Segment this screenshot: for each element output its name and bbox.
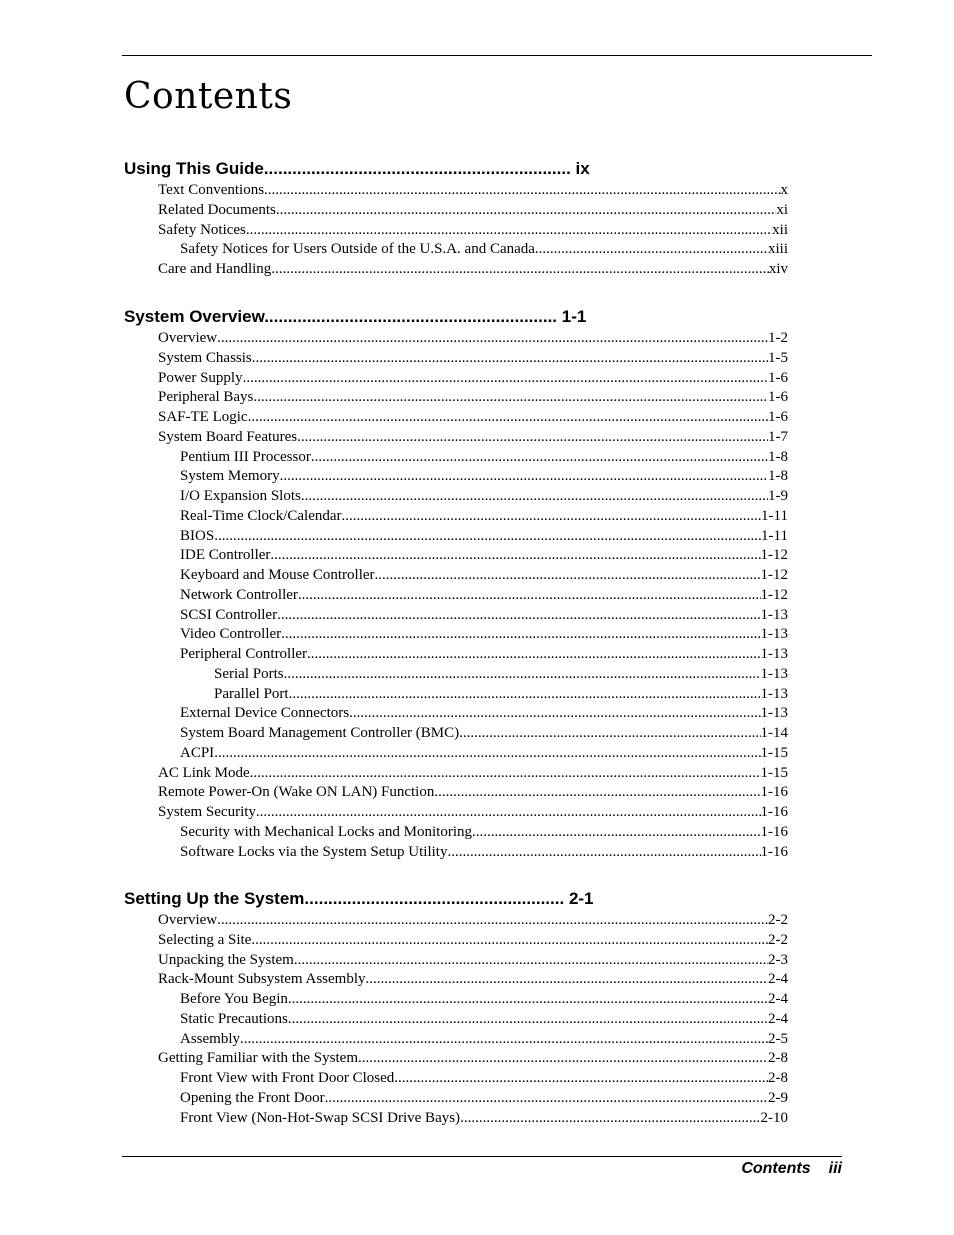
- toc-entry-title: Keyboard and Mouse Controller: [180, 567, 375, 583]
- toc-entry-page: 2-9: [768, 1089, 788, 1106]
- toc-entry-page: 1-16: [760, 843, 788, 860]
- toc-entry-page: 1-13: [760, 646, 788, 662]
- toc-entry-page: 2-10: [760, 1109, 788, 1126]
- toc-entry-title: Front View (Non-Hot-Swap SCSI Drive Bays): [180, 1109, 461, 1126]
- toc-entry-title: SAF-TE Logic: [158, 409, 248, 425]
- toc-entry-page: 2-4: [768, 1010, 788, 1027]
- toc-entry-page: 2-8: [768, 1050, 788, 1067]
- toc-entry[interactable]: [158, 387, 788, 407]
- toc-leader-dots: [214, 526, 761, 546]
- toc-entry[interactable]: [180, 466, 788, 486]
- toc-leader-dots: [276, 200, 776, 220]
- toc-entry-page: 1-12: [760, 567, 788, 583]
- toc-entry-page: 1-7: [768, 428, 788, 445]
- toc-entry-title: Unpacking the System: [158, 951, 294, 968]
- toc-leader-dots: [252, 348, 768, 368]
- toc-entry-title: Rack-Mount Subsystem Assembly: [158, 971, 366, 988]
- page-title: Contents: [124, 76, 293, 117]
- toc-entry-title: Power Supply: [158, 369, 243, 386]
- toc-entry-title: Static Precautions: [180, 1010, 288, 1027]
- toc-entry[interactable]: [158, 220, 788, 240]
- toc-leader-dots: [264, 180, 780, 200]
- toc-entry[interactable]: [180, 545, 788, 565]
- toc-entry-page: 1-14: [760, 725, 788, 741]
- toc-entry-page: 1-2: [768, 330, 788, 346]
- toc-entry[interactable]: [180, 1088, 788, 1108]
- toc-entry-title: Overview: [158, 330, 218, 346]
- toc-entry-page: 1-16: [760, 784, 788, 801]
- toc-entry-title: System Board Management Controller (BMC): [180, 725, 460, 741]
- toc-leader-dots: [459, 723, 760, 743]
- toc-entry-title: SCSI Controller: [180, 606, 278, 623]
- toc-entry-page: 1-6: [768, 409, 788, 425]
- toc-leader-dots: [240, 1029, 768, 1049]
- toc-leader-dots: [366, 969, 768, 989]
- toc-leader-dots: [358, 1048, 768, 1068]
- toc-entry[interactable]: [180, 1009, 788, 1029]
- toc-entry-page: 1-13: [760, 705, 788, 722]
- toc-entry[interactable]: [158, 368, 788, 388]
- toc-leader-dots: [256, 802, 761, 822]
- toc-leader-dots: [243, 368, 768, 388]
- section-heading-page: 1-1: [561, 307, 587, 326]
- toc-leader-dots: [297, 427, 768, 447]
- section-heading[interactable]: [124, 159, 590, 179]
- toc-entry[interactable]: [158, 969, 788, 989]
- toc-entry[interactable]: [180, 585, 788, 605]
- toc-entry-page: 1-12: [760, 547, 788, 564]
- toc-entry-title: Peripheral Controller: [180, 646, 308, 662]
- toc-entry[interactable]: [158, 200, 788, 220]
- toc-entry-title: Getting Familiar with the System: [158, 1050, 358, 1067]
- toc-entry[interactable]: [158, 180, 788, 200]
- toc-leader-dots: [349, 703, 760, 723]
- toc-entry-page: 2-2: [768, 931, 788, 948]
- toc-entry-title: Safety Notices: [158, 221, 246, 238]
- toc-entry[interactable]: [180, 822, 788, 842]
- toc-entry-page: 2-5: [768, 1030, 788, 1047]
- toc-entry-page: 1-8: [768, 468, 788, 485]
- toc-entry-title: Opening the Front Door: [180, 1089, 325, 1106]
- toc-entry[interactable]: [214, 684, 788, 704]
- footer-label: Contents: [741, 1160, 811, 1177]
- section-heading-title: Setting Up the System: [124, 889, 305, 908]
- toc-leader-dots: [280, 466, 768, 486]
- toc-entry-title: Software Locks via the System Setup Utility: [180, 843, 448, 860]
- toc-entry[interactable]: [214, 664, 788, 684]
- toc-leader-dots: [253, 387, 768, 407]
- toc-leader-dots: [251, 930, 768, 950]
- toc-leader-dots: [214, 743, 760, 763]
- toc-entry-page: 1-16: [760, 823, 788, 840]
- toc-entry[interactable]: [180, 565, 788, 585]
- toc-entry-title: System Board Features: [158, 428, 298, 445]
- toc-entry-page: 1-13: [760, 665, 788, 682]
- toc-entry-page: 1-15: [760, 764, 788, 781]
- toc-entry-page: 1-11: [761, 507, 788, 524]
- toc-leader-dots: [284, 664, 761, 684]
- toc-entry-title: Before You Begin: [180, 991, 288, 1007]
- toc-entry-title: BIOS: [180, 527, 215, 544]
- toc-leader-dots: [217, 910, 768, 930]
- toc-leader-dots: [288, 989, 768, 1009]
- toc-entry[interactable]: [158, 930, 788, 950]
- toc-entry[interactable]: [158, 427, 788, 447]
- toc-entry[interactable]: [180, 644, 788, 664]
- toc-entry-title: I/O Expansion Slots: [180, 488, 301, 504]
- toc-entry[interactable]: [180, 989, 788, 1009]
- toc-entry-title: IDE Controller: [180, 547, 271, 564]
- toc-entry[interactable]: [180, 1108, 788, 1128]
- toc-entry-page: 2-4: [768, 971, 788, 988]
- toc-entry[interactable]: [158, 1048, 788, 1068]
- toc-entry-page: 1-16: [760, 804, 788, 820]
- toc-leader-dots: [307, 644, 760, 664]
- section-heading-title: Using This Guide: [124, 159, 264, 178]
- footer-rule: [122, 1156, 842, 1157]
- toc-leader-dots: [246, 220, 772, 240]
- toc-leader-dots: [248, 407, 768, 427]
- toc-entry[interactable]: [180, 605, 788, 625]
- toc-leader-dots: [270, 545, 760, 565]
- toc-entry[interactable]: [180, 743, 788, 763]
- toc-entry-title: Parallel Port: [214, 685, 289, 702]
- toc-entry[interactable]: [158, 407, 788, 427]
- toc-entry-page: x: [780, 182, 788, 198]
- header-rule: [122, 55, 872, 56]
- toc-entry-title: AC Link Mode: [158, 764, 250, 781]
- toc-entry-title: Selecting a Site: [158, 931, 252, 948]
- toc-leader-dots: [342, 506, 762, 526]
- toc-entry-page: 2-8: [768, 1070, 788, 1086]
- toc-entry[interactable]: [158, 348, 788, 368]
- toc-entry-page: 1-13: [760, 606, 788, 623]
- toc-entry-title: Safety Notices for Users Outside of the U.S.A. and Canada: [180, 241, 535, 258]
- toc-entry[interactable]: [158, 910, 788, 930]
- toc-leader-dots: [271, 259, 769, 279]
- toc-entry-title: Related Documents: [158, 201, 276, 218]
- toc-entry-page: 1-12: [760, 586, 788, 603]
- toc-leader-dots: [217, 328, 768, 348]
- toc-entry-title: Remote Power-On (Wake ON LAN) Function: [158, 784, 435, 801]
- toc-entry[interactable]: [158, 782, 788, 802]
- toc-entry-page: 1-15: [760, 744, 788, 761]
- toc-entry[interactable]: [180, 239, 788, 259]
- toc-entry-page: xiii: [767, 241, 788, 258]
- toc-entry-title: ACPI: [180, 744, 215, 761]
- section-heading-page: ix: [575, 159, 590, 178]
- toc-entry-page: 1-5: [768, 349, 788, 366]
- toc-entry[interactable]: [180, 703, 788, 723]
- toc-leader-dots: [289, 684, 761, 704]
- toc-entry[interactable]: [158, 950, 788, 970]
- toc-entry[interactable]: [180, 447, 788, 467]
- toc-leader-dots: [250, 763, 761, 783]
- toc-leader-dots: [434, 782, 760, 802]
- section-heading-leader: .................................................................: [263, 159, 571, 178]
- toc-leader-dots: [325, 1088, 768, 1108]
- section-heading-leader: .......................................................: [304, 889, 565, 908]
- page-footer: [741, 1158, 842, 1180]
- toc-entry-title: Peripheral Bays: [158, 389, 254, 406]
- footer-page-number: iii: [828, 1160, 842, 1177]
- toc-entry-title: Security with Mechanical Locks and Monitoring: [180, 823, 473, 840]
- toc-leader-dots: [394, 1068, 768, 1088]
- toc-entry[interactable]: [180, 723, 788, 743]
- toc-entry-title: System Memory: [180, 468, 280, 485]
- toc-entry-title: Front View with Front Door Closed: [180, 1070, 395, 1086]
- toc-entry-title: Real-Time Clock/Calendar: [180, 507, 342, 524]
- toc-entry-title: External Device Connectors: [180, 705, 350, 722]
- toc-entry-page: xi: [776, 201, 788, 218]
- toc-leader-dots: [460, 1108, 760, 1128]
- toc-entry-title: Pentium III Processor: [180, 448, 311, 465]
- toc-entry[interactable]: [158, 802, 788, 822]
- toc-entry-title: System Chassis: [158, 349, 252, 366]
- toc-entry-page: 2-4: [768, 991, 788, 1007]
- toc-entry-title: Care and Handling: [158, 261, 272, 277]
- toc-entry-page: 1-8: [768, 448, 788, 465]
- toc-entry-page: 1-6: [768, 369, 788, 386]
- toc-entry-title: Text Conventions: [158, 182, 265, 198]
- section-heading[interactable]: [124, 307, 586, 327]
- toc-entry-title: System Security: [158, 804, 256, 820]
- section-heading[interactable]: [124, 889, 594, 909]
- toc-entry[interactable]: [180, 506, 788, 526]
- toc-leader-dots: [375, 565, 761, 585]
- toc-entry-page: 1-13: [760, 626, 788, 643]
- toc-entry-page: 1-9: [768, 488, 788, 504]
- section-heading-page: 2-1: [568, 889, 594, 908]
- toc-entry-page: 1-6: [768, 389, 788, 406]
- toc-entry-title: Assembly: [180, 1030, 240, 1047]
- toc-entry[interactable]: [158, 328, 788, 348]
- toc-leader-dots: [294, 950, 768, 970]
- toc-leader-dots: [288, 1009, 768, 1029]
- toc-leader-dots: [277, 605, 760, 625]
- section-heading-leader: ..............................................................: [264, 307, 558, 326]
- section-heading-title: System Overview: [124, 307, 265, 326]
- toc-entry-title: Serial Ports: [214, 665, 284, 682]
- toc-leader-dots: [311, 447, 768, 467]
- toc-entry-title: Overview: [158, 912, 218, 928]
- toc-entry-page: xii: [772, 221, 788, 238]
- toc-leader-dots: [298, 585, 761, 605]
- toc-entry[interactable]: [180, 526, 788, 546]
- toc-leader-dots: [281, 624, 760, 644]
- toc-leader-dots: [535, 239, 768, 259]
- toc-leader-dots: [472, 822, 760, 842]
- toc-entry-page: 1-11: [761, 527, 788, 544]
- toc-entry[interactable]: [180, 486, 788, 506]
- toc-entry[interactable]: [180, 624, 788, 644]
- toc-entry[interactable]: [180, 842, 788, 862]
- toc-entry[interactable]: [158, 763, 788, 783]
- toc-entry[interactable]: [158, 259, 788, 279]
- toc-entry[interactable]: [180, 1029, 788, 1049]
- toc-entry-page: xiv: [768, 261, 788, 277]
- toc-leader-dots: [301, 486, 768, 506]
- toc-entry-title: Network Controller: [180, 586, 298, 603]
- toc-entry-page: 2-3: [768, 951, 788, 968]
- toc-entry[interactable]: [180, 1068, 788, 1088]
- toc-entry-page: 2-2: [768, 912, 788, 928]
- toc-leader-dots: [447, 842, 760, 862]
- toc-entry-page: 1-13: [760, 685, 788, 702]
- toc-entry-title: Video Controller: [180, 626, 282, 643]
